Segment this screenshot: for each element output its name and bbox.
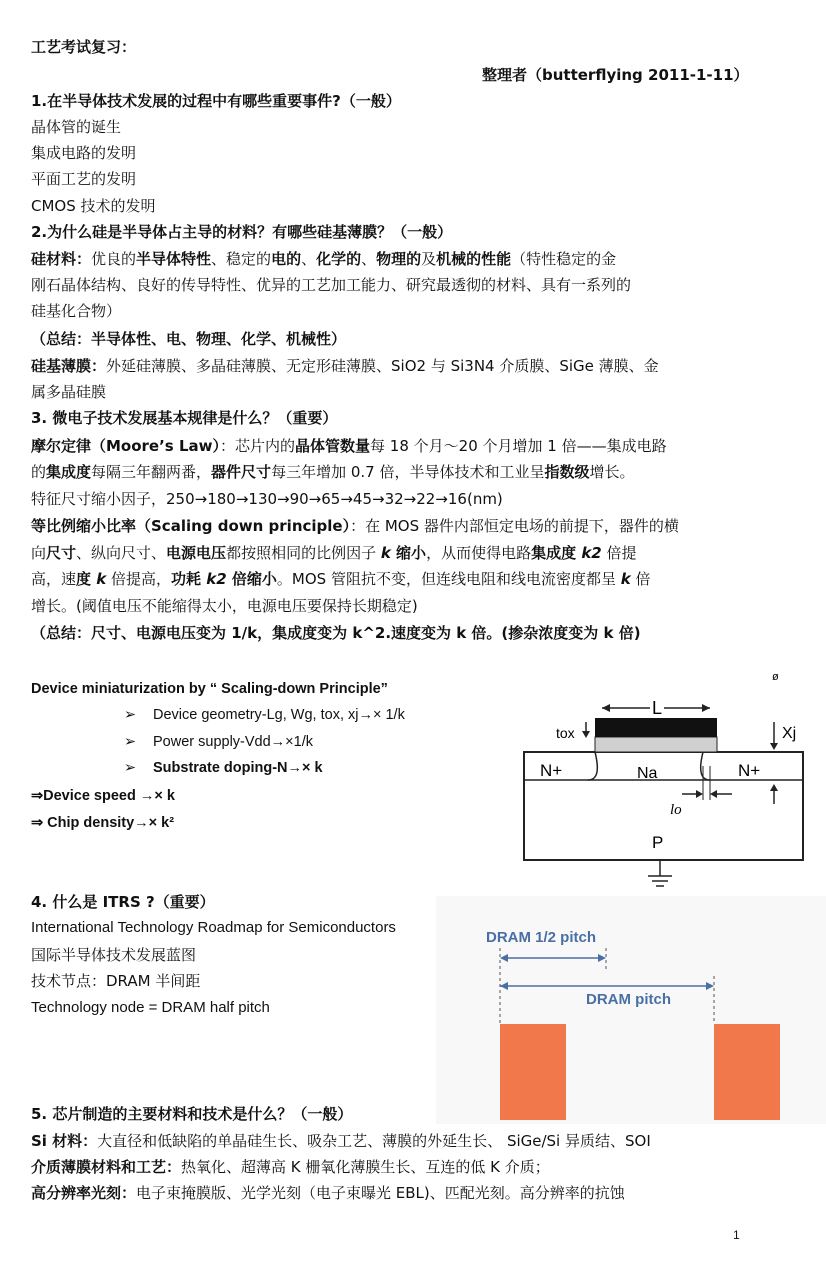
corner-mark: ø: [772, 671, 779, 683]
q4-line: International Technology Roadmap for Semiconductors: [31, 919, 396, 936]
q3-scaling-line4: 增长。(阈值电压不能缩得太小，电源电压要保持长期稳定): [31, 597, 418, 615]
q1-item: CMOS 技术的发明: [31, 197, 156, 215]
dram-cell-right: [714, 1024, 780, 1120]
lo-arrow-left-head: [696, 790, 703, 798]
q2-para1-line3: 硅基化合物）: [31, 302, 122, 320]
author-line: 整理者（butterflying 2011-1-11）: [482, 66, 749, 84]
left-junction: [588, 752, 597, 780]
q2-para1-line1: 硅材料：优良的半导体特性、稳定的电的、化学的、物理的及机械的性能（特性稳定的金: [31, 250, 617, 268]
label-n-plus-right: N+: [738, 761, 761, 780]
tox-arrow-head: [582, 731, 590, 738]
dram-cell-left: [500, 1024, 566, 1120]
figure1-bullet: Device geometry-Lg, Wg, tox, xj→× 1/k: [153, 707, 405, 723]
page-number: 1: [733, 1228, 740, 1242]
q2-para2-line1: 硅基薄膜：外延硅薄膜、多晶硅薄膜、无定形硅薄膜、SiO2 与 Si3N4 介质膜、SiGe 薄膜、金: [31, 357, 659, 375]
q5-heading: 5. 芯片制造的主要材料和技术是什么？（一般）: [31, 1105, 353, 1123]
dram-pitch-label: DRAM pitch: [586, 991, 671, 1008]
xj-arrow-bottom-head: [770, 784, 778, 791]
figure1-title: Device miniaturization by “ Scaling-down Principle”: [31, 681, 388, 697]
q1-item: 平面工艺的发明: [31, 170, 137, 188]
label-p: P: [652, 833, 664, 852]
substrate-outline: [524, 752, 803, 860]
q5-line2: 介质薄膜材料和工艺：热氧化、超薄高 K 栅氧化薄膜生长、互连的低 K 介质；: [31, 1158, 550, 1176]
q4-line: Technology node = DRAM half pitch: [31, 999, 270, 1016]
label-na: Na: [637, 765, 658, 782]
figure1-bullet: Substrate doping-N→× k: [153, 760, 323, 776]
moore-law-label: 摩尔定律（Moore’s Law）: [31, 437, 220, 455]
figure1-bullet: Power supply-Vdd→×1/k: [153, 734, 313, 750]
q2-label-film: 硅基薄膜：: [31, 357, 107, 375]
figure1-bullet-marker: ➢: [124, 707, 137, 723]
q1-heading: 1.在半导体技术发展的过程中有哪些重要事件?（一般）: [31, 92, 401, 110]
q3-scaling-line2: 向尺寸、纵向尺寸、电源电压都按照相同的比例因子 k 缩小，从而使得电路集成度 k2 倍提: [31, 544, 637, 562]
dram-pitch-diagram: [436, 896, 826, 1124]
right-junction: [701, 752, 710, 780]
label-tox: tox: [556, 725, 575, 741]
q2-heading: 2.为什么硅是半导体占主导的材料？有哪些硅基薄膜？（一般）: [31, 223, 453, 241]
document-title: 工艺考试复习：: [31, 38, 137, 56]
q5-line1: Si 材料：大直径和低缺陷的单晶硅生长、吸杂工艺、薄膜的外延生长、 SiGe/Si 异质结、SOI: [31, 1132, 651, 1150]
q3-moore-line3: 特征尺寸缩小因子，250→180→130→90→65→45→32→22→16(nm): [31, 490, 503, 508]
q3-heading: 3. 微电子技术发展基本规律是什么？（重要）: [31, 409, 338, 427]
q1-item: 集成电路的发明: [31, 144, 137, 162]
q2-para1-line2: 刚石晶体结构、良好的传导特性、优异的工艺加工能力、研究最透彻的材料、具有一系列的: [31, 276, 632, 294]
figure1-bullet-marker: ➢: [124, 734, 137, 750]
gate-oxide: [595, 737, 717, 752]
q2-para2-line2: 属多晶硅膜: [31, 383, 107, 401]
figure1-bullet-marker: ➢: [124, 760, 137, 776]
q5-line3: 高分辨率光刻：电子束掩膜版、光学光刻（电子束曝光 EBL)、匹配光刻。高分辨率的抗蚀: [31, 1184, 625, 1202]
q1-item: 晶体管的诞生: [31, 118, 122, 136]
q2-label-silicon: 硅材料：: [31, 250, 92, 268]
figure1-result-speed: ⇒Device speed →× k: [31, 788, 175, 804]
xj-arrow-top-head: [770, 743, 778, 750]
q3-moore-line2: 的集成度每隔三年翻两番，器件尺寸每三年增加 0.7 倍，半导体技术和工业呈指数级增长。: [31, 463, 635, 481]
label-L: L: [652, 698, 663, 718]
scaling-principle-label: 等比例缩小比率（Scaling down principle）: [31, 517, 351, 535]
label-lo: lo: [670, 802, 682, 818]
q4-line: 国际半导体技术发展蓝图: [31, 946, 197, 964]
label-n-plus-left: N+: [540, 761, 563, 780]
q4-line: 技术节点：DRAM 半间距: [31, 972, 201, 990]
q3-scaling-line3: 高，速度 k 倍提高，功耗 k2 倍缩小。MOS 管阻抗不变，但连线电阻和线电流密度都呈 k 倍: [31, 570, 651, 588]
figure1-result-density: ⇒ Chip density→× k²: [31, 815, 175, 831]
q3-scaling-line1: 等比例缩小比率（Scaling down principle）：在 MOS 器件内部恒定电场的前提下，器件的横: [31, 517, 679, 535]
q2-summary: （总结：半导体性、电、物理、化学、机械性）: [31, 330, 347, 348]
gate-electrode: [595, 718, 717, 737]
q3-moore-line1: 摩尔定律（Moore’s Law）：芯片内的晶体管数量每 18 个月～20 个月增加 1 倍——集成电路: [31, 437, 667, 455]
lo-arrow-right-head: [710, 790, 717, 798]
dram-half-pitch-label: DRAM 1/2 pitch: [486, 929, 597, 946]
label-xj: Xj: [782, 725, 797, 742]
mos-cross-section-diagram: [510, 670, 810, 892]
q3-summary: （总结：尺寸、电源电压变为 1/k，集成度变为 k^2.速度变为 k 倍。(掺杂浓度变为 k 倍): [31, 624, 641, 642]
q4-heading: 4. 什么是 ITRS ?（重要）: [31, 893, 215, 911]
